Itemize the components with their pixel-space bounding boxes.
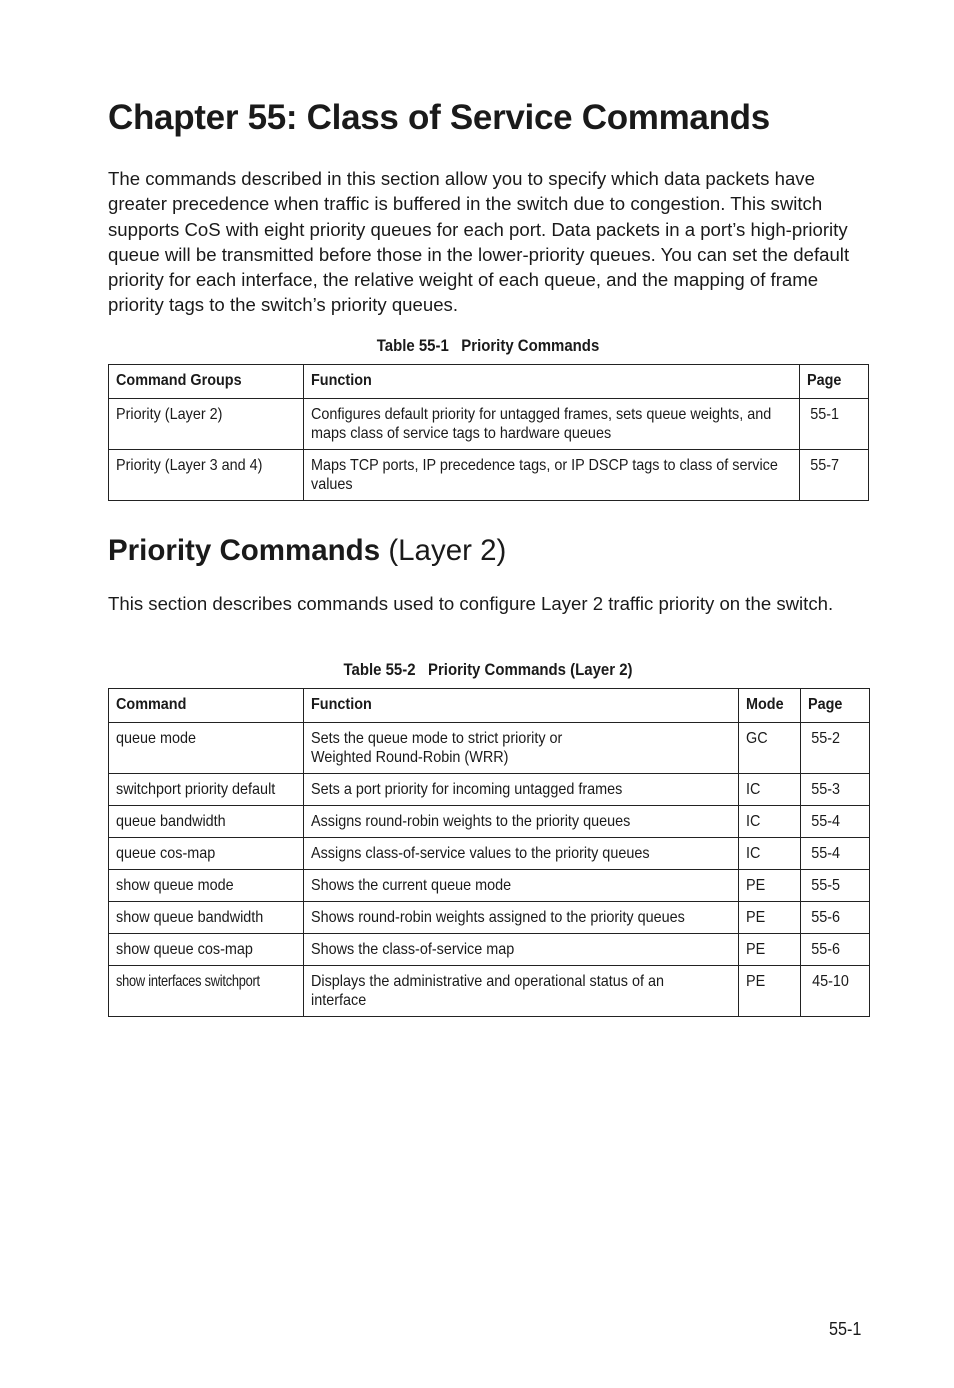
function-cell: Shows round-robin weights assigned to the priority queues (304, 902, 739, 934)
mode-cell: IC (739, 838, 801, 870)
priority-commands-layer2-table (108, 688, 870, 1017)
command-cell: switchport priority default (109, 774, 304, 806)
table-row (109, 902, 870, 934)
section-intro-paragraph: This section describes commands used to configure Layer 2 traffic priority on the switch. (108, 593, 834, 614)
table-55-2-caption: Table 55-2 Priority Commands (Layer 2) (343, 660, 633, 679)
command-cell: show queue bandwidth (109, 902, 304, 934)
command-cell: show interfaces switchport (109, 966, 304, 1017)
table-row (109, 723, 870, 774)
mode-cell: PE (739, 934, 801, 966)
column-header-command-groups: Command Groups (109, 365, 304, 399)
table-row (109, 870, 870, 902)
mode-cell: PE (739, 902, 801, 934)
page-reference-cell: 55-4 (801, 838, 870, 870)
mode-cell: PE (739, 966, 801, 1017)
mode-cell: GC (739, 723, 801, 774)
page-reference-cell: 55-6 (801, 902, 870, 934)
command-cell: show queue mode (109, 870, 304, 902)
mode-cell: PE (739, 870, 801, 902)
mode-cell: IC (739, 774, 801, 806)
command-group-cell: Priority (Layer 3 and 4) (109, 450, 304, 501)
function-cell: Sets a port priority for incoming untagged frames (304, 774, 739, 806)
function-cell: Shows the class-of-service map (304, 934, 739, 966)
page-reference-cell: 55-3 (801, 774, 870, 806)
page-reference-cell: 55-2 (801, 723, 870, 774)
page-reference-cell: 45-10 (801, 966, 870, 1017)
table-header-row (109, 689, 870, 723)
command-cell: queue cos-map (109, 838, 304, 870)
table-row (109, 838, 870, 870)
command-cell: queue mode (109, 723, 304, 774)
command-cell: show queue cos-map (109, 934, 304, 966)
page-reference-cell: 55-7 (800, 450, 869, 501)
column-header-page: Page (800, 365, 869, 399)
table-row (109, 806, 870, 838)
priority-commands-table (108, 364, 869, 501)
page-reference-cell: 55-4 (801, 806, 870, 838)
page-reference-cell: 55-5 (801, 870, 870, 902)
function-cell: Maps TCP ports, IP precedence tags, or IP DSCP tags to class of service values (304, 450, 800, 501)
column-header-function: Function (304, 365, 800, 399)
function-cell: Sets the queue mode to strict priority or Weighted Round-Robin (WRR) (304, 723, 739, 774)
command-cell: queue bandwidth (109, 806, 304, 838)
table-header-row (109, 365, 869, 399)
function-cell: Assigns class-of-service values to the priority queues (304, 838, 739, 870)
table-row (109, 399, 869, 450)
section-title: Priority Commands (Layer 2) (108, 534, 507, 567)
command-group-cell: Priority (Layer 2) (109, 399, 304, 450)
column-header-mode: Mode (739, 689, 801, 723)
chapter-intro-paragraph: The commands described in this section allow you to specify which data packets have greater precedence when traffic is buffered in the switch due to congestion. This switch supports CoS with eight priority queues for each port. Data packets in a port’s high-priority queue will be transmitted before those in the lower-priority queues. You can set the default priority for each interface, the relative weight of each queue, and the mapping of frame priority tags to the switch’s priority queues. (108, 168, 850, 316)
table-row (109, 966, 870, 1017)
chapter-title: Chapter 55: Class of Service Commands (108, 98, 770, 137)
table-row (109, 450, 869, 501)
page-reference-cell: 55-6 (801, 934, 870, 966)
table-55-1-caption: Table 55-1 Priority Commands (376, 336, 600, 355)
function-cell: Assigns round-robin weights to the priority queues (304, 806, 739, 838)
page-number: 55-1 (829, 1319, 862, 1339)
function-cell: Shows the current queue mode (304, 870, 739, 902)
function-cell: Configures default priority for untagged frames, sets queue weights, and maps class of service tags to hardware queues (304, 399, 800, 450)
mode-cell: IC (739, 806, 801, 838)
column-header-function: Function (304, 689, 739, 723)
table-row (109, 774, 870, 806)
table-row (109, 934, 870, 966)
page-reference-cell: 55-1 (800, 399, 869, 450)
column-header-command: Command (109, 689, 304, 723)
column-header-page: Page (801, 689, 870, 723)
function-cell: Displays the administrative and operational status of an interface (304, 966, 739, 1017)
